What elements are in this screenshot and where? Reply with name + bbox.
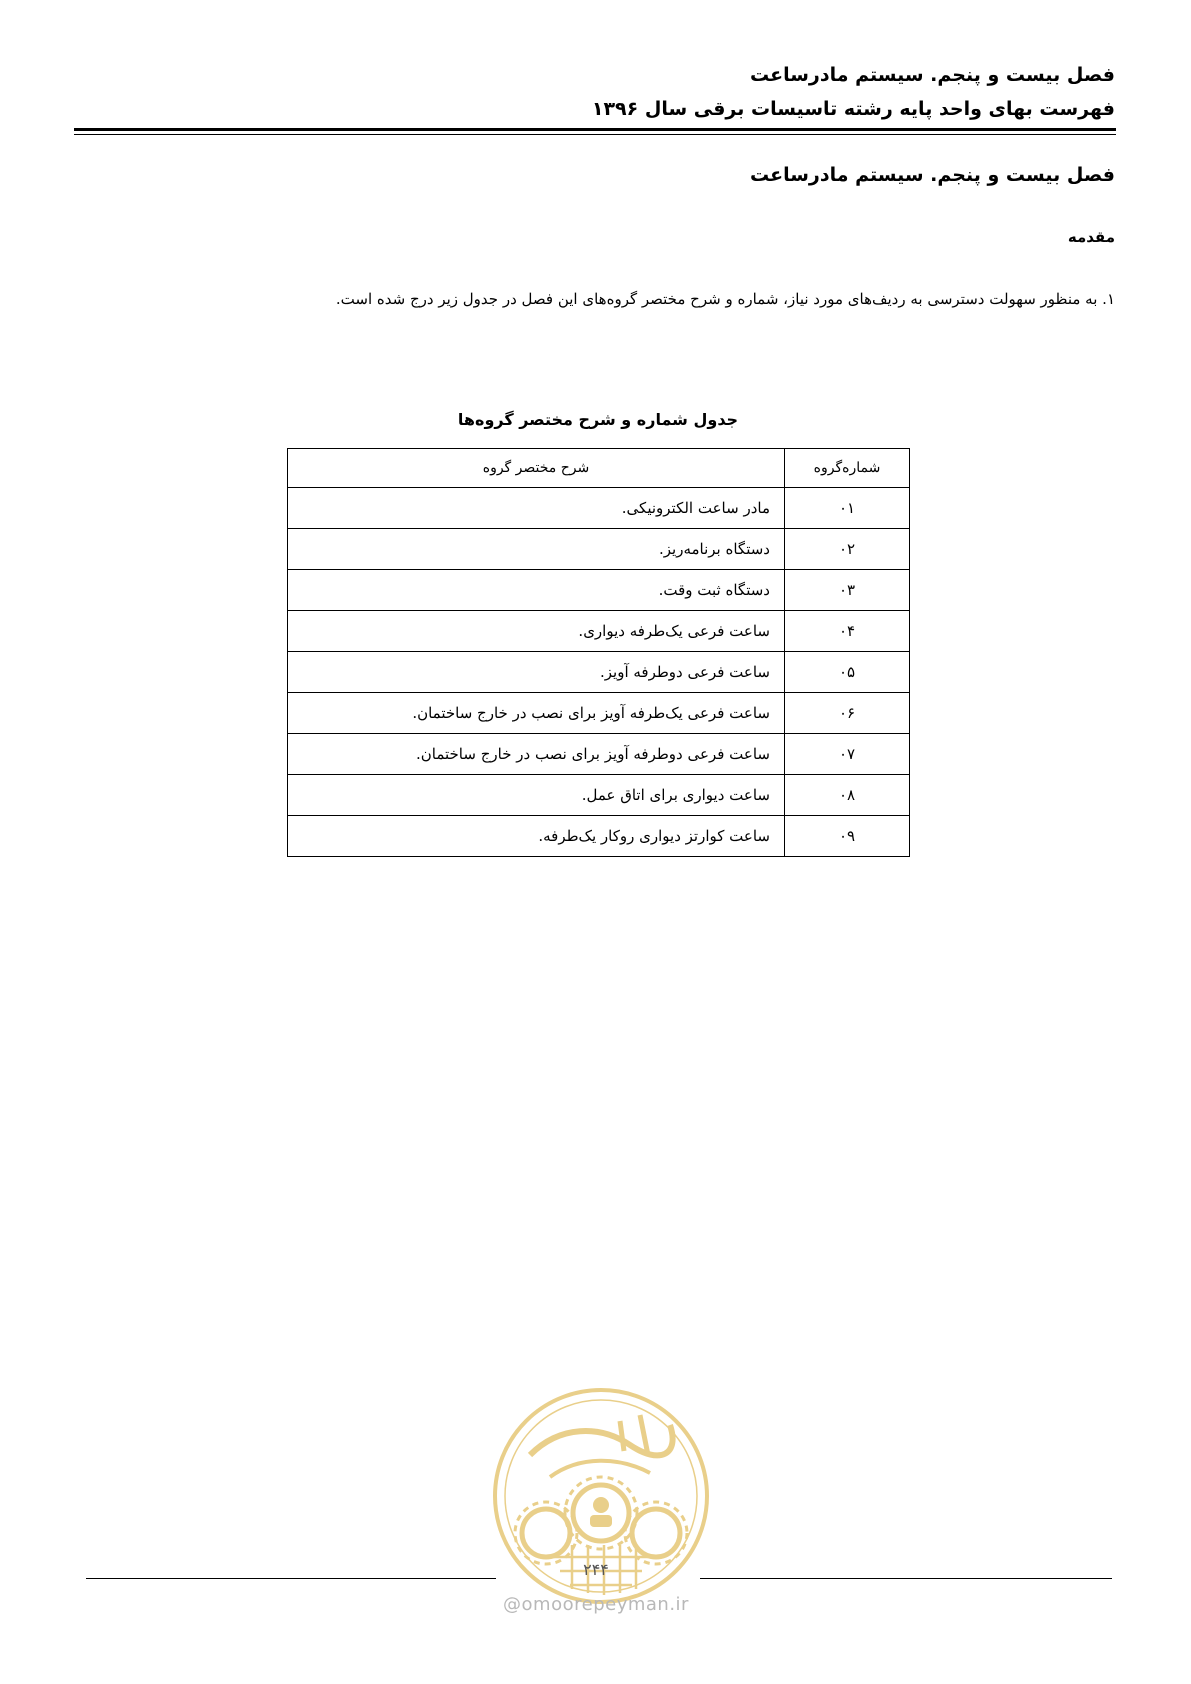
table-row bbox=[288, 775, 910, 816]
site-watermark-text: @omoorepeyman.ir bbox=[503, 1594, 689, 1615]
group-number-cell: ۰۴ bbox=[785, 611, 910, 652]
table-row bbox=[288, 816, 910, 857]
footer-divider-right bbox=[700, 1578, 1112, 1579]
table-row bbox=[288, 734, 910, 775]
group-description-cell: ساعت فرعی یک‌طرفه آویز برای نصب در خارج ساختمان. bbox=[288, 693, 785, 734]
header-divider-thick bbox=[74, 128, 1116, 131]
group-number-cell: ۰۸ bbox=[785, 775, 910, 816]
intro-paragraph: ۱. به منظور سهولت دسترسی به ردیف‌های مورد نیاز، شماره و شرح مختصر گروه‌های این فصل در جدول زیر درج شده است. bbox=[335, 290, 1115, 308]
table-row bbox=[288, 611, 910, 652]
chapter-title: فصل بیست و پنجم. سیستم مادرساعت bbox=[750, 164, 1115, 186]
group-number-cell: ۰۹ bbox=[785, 816, 910, 857]
group-number-cell: ۰۷ bbox=[785, 734, 910, 775]
groups-table bbox=[287, 448, 910, 857]
group-number-cell: ۰۱ bbox=[785, 488, 910, 529]
table-row bbox=[288, 693, 910, 734]
header-catalog-line: فهرست بهای واحد پایه رشته تاسیسات برقی سال ۱۳۹۶ bbox=[591, 98, 1115, 120]
group-description-cell: ساعت فرعی دوطرفه آویز برای نصب در خارج ساختمان. bbox=[288, 734, 785, 775]
group-description-cell: ساعت دیواری برای اتاق عمل. bbox=[288, 775, 785, 816]
intro-heading: مقدمه bbox=[1067, 228, 1115, 246]
header-group-description: شرح مختصر گروه bbox=[288, 449, 785, 488]
footer-divider-left bbox=[86, 1578, 496, 1579]
page-header bbox=[75, 58, 1115, 126]
group-description-cell: ساعت فرعی دوطرفه آویز. bbox=[288, 652, 785, 693]
group-description-cell: ساعت فرعی یک‌طرفه دیواری. bbox=[288, 611, 785, 652]
group-number-cell: ۰۳ bbox=[785, 570, 910, 611]
table-row bbox=[288, 652, 910, 693]
table-caption: جدول شماره و شرح مختصر گروه‌ها bbox=[457, 410, 739, 429]
group-description-cell: دستگاه ثبت وقت. bbox=[288, 570, 785, 611]
group-number-cell: ۰۲ bbox=[785, 529, 910, 570]
group-number-cell: ۰۵ bbox=[785, 652, 910, 693]
table-header-row bbox=[288, 449, 910, 488]
header-divider-thin bbox=[74, 134, 1116, 135]
group-description-cell: ساعت کوارتز دیواری روکار یک‌طرفه. bbox=[288, 816, 785, 857]
table-row bbox=[288, 488, 910, 529]
group-description-cell: مادر ساعت الکترونیکی. bbox=[288, 488, 785, 529]
page-number: ۲۴۴ bbox=[583, 1560, 609, 1579]
group-number-cell: ۰۶ bbox=[785, 693, 910, 734]
table-row bbox=[288, 529, 910, 570]
group-description-cell: دستگاه برنامه‌ریز. bbox=[288, 529, 785, 570]
table-row bbox=[288, 570, 910, 611]
header-chapter-line: فصل بیست و پنجم. سیستم مادرساعت bbox=[750, 64, 1115, 86]
header-group-number: شماره‌گروه bbox=[785, 449, 910, 488]
